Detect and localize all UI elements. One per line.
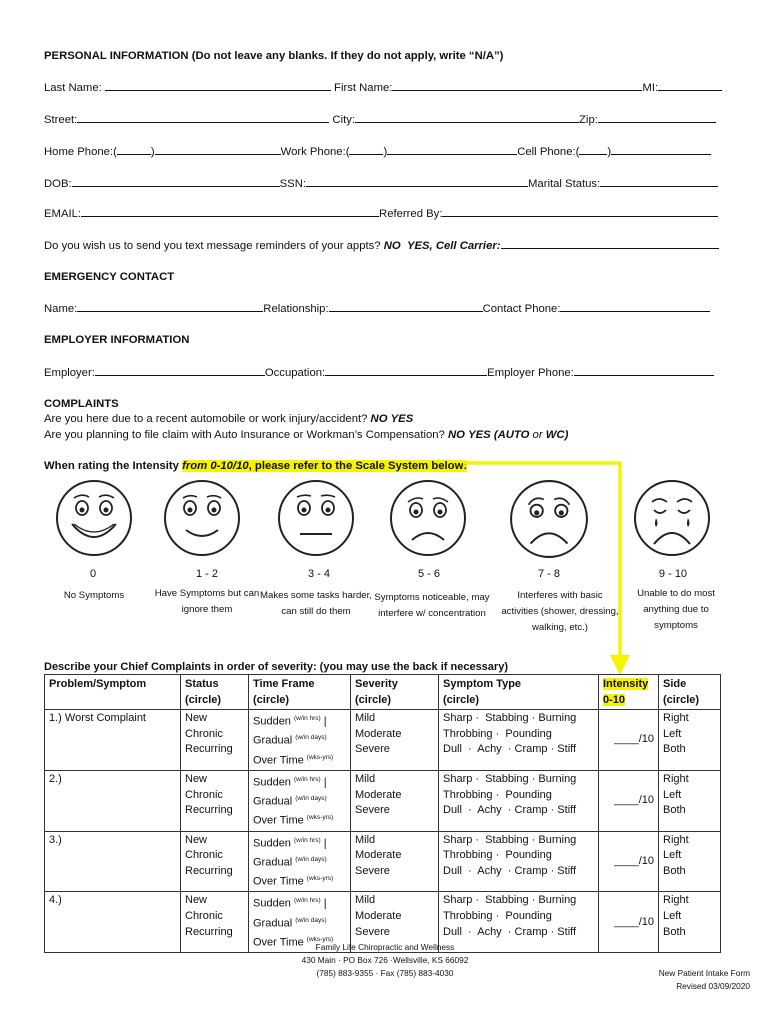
status-option[interactable]: New [185, 772, 208, 785]
symptom-options[interactable]: Throbbing · Pounding [443, 910, 552, 923]
chief-complaints-table [44, 674, 721, 953]
symptom-options[interactable]: Dull · Achy · Cramp · Stiff [443, 925, 577, 938]
mi-label: MI: [642, 82, 659, 94]
face-7-8-icon [508, 478, 590, 560]
status-cell [181, 770, 249, 831]
text-reminder-row [44, 238, 719, 253]
claim-question: Are you planning to file claim with Auto Insurance or Workman’s Compensation? [44, 429, 445, 441]
side-option[interactable]: Both [663, 804, 686, 817]
header-problem: Problem/Symptom [45, 675, 181, 710]
first-name-label: First Name: [334, 82, 393, 94]
face-3-4-icon [276, 478, 356, 558]
side-option[interactable]: Left [663, 788, 682, 801]
work-phone-field[interactable] [387, 144, 517, 155]
dob-row [44, 176, 718, 191]
time-option[interactable]: Sudden $^{(w/in hrs)}$ | [253, 775, 327, 789]
status-option[interactable]: Chronic [185, 910, 223, 923]
scale-num-5-6: 5 - 6 [417, 568, 440, 580]
street-field[interactable] [77, 112, 329, 123]
intensity-blank[interactable]: ____/10 [614, 854, 654, 867]
cell-paren: ) [607, 146, 612, 158]
side-option[interactable]: Left [663, 910, 682, 923]
status-option[interactable]: Recurring [185, 925, 233, 938]
side-option[interactable]: Both [663, 864, 686, 877]
injury-question: Are you here due to a recent automobile or work injury/accident? [44, 413, 368, 425]
time-option[interactable]: Gradual $^{(w/in days)}$ [253, 855, 327, 869]
scale-desc-1-2: Have Symptoms but can ignore them [154, 588, 260, 615]
scale-desc-7-8: Interferes with basic activities (shower, dressing, walking, etc.) [501, 590, 619, 633]
phone-row [44, 144, 711, 159]
first-name-field[interactable] [392, 80, 642, 91]
intensity-blank[interactable]: ____/10 [614, 733, 654, 746]
form-info [620, 967, 750, 993]
claim-or: or [532, 429, 543, 441]
intensity-cell[interactable] [599, 770, 659, 831]
problem-cell[interactable]: 2.) [45, 770, 181, 831]
time-option[interactable]: Gradual $^{(w/in days)}$ [253, 795, 327, 808]
severity-cell [351, 831, 439, 892]
symptom-options[interactable]: Dull · Achy · Cramp · Stiff [443, 743, 577, 756]
status-cell [181, 892, 249, 953]
home-phone-field[interactable] [155, 144, 281, 155]
intensity-cell[interactable] [599, 831, 659, 892]
injury-yes-option[interactable]: YES [390, 413, 414, 425]
time-cell [249, 831, 351, 892]
symptom-options[interactable]: Sharp · Stabbing · Burning [443, 772, 577, 785]
status-option[interactable]: Recurring [185, 804, 233, 817]
header-intensity: Intensity 0-10 [599, 675, 659, 710]
severity-option[interactable]: Severe [355, 804, 390, 817]
email-field[interactable] [81, 206, 379, 217]
mi-field[interactable] [658, 80, 722, 91]
city-label: City: [332, 114, 356, 126]
claim-question-row [44, 428, 568, 442]
symptom-options[interactable]: Throbbing · Pounding [443, 788, 552, 801]
ssn-label: SSN: [279, 178, 306, 190]
employer-heading: EMPLOYER INFORMATION [44, 334, 190, 346]
employer-phone-label: Employer Phone: [487, 367, 574, 379]
symptom-options[interactable]: Sharp · Stabbing · Burning [443, 712, 577, 725]
intensity-range: from 0-10/10 [182, 460, 249, 472]
last-name-label: Last Name: [44, 82, 102, 94]
scale-num-7-8: 7 - 8 [537, 568, 560, 580]
claim-paren-close: ) [564, 429, 569, 441]
scale-num-1-2: 1 - 2 [195, 568, 218, 580]
time-option[interactable]: Sudden $^{(w/in hrs)}$ | [253, 897, 327, 911]
intensity-tail: , please refer to the Scale System below: [248, 460, 468, 472]
claim-yes-option[interactable]: YES [468, 429, 491, 441]
cell-phone-label: Cell Phone:( [517, 146, 580, 158]
injury-no-option[interactable]: NO [370, 413, 388, 425]
status-option[interactable]: Recurring [185, 864, 233, 877]
street-label: Street: [44, 114, 78, 126]
problem-cell[interactable]: 4.) [45, 892, 181, 953]
header-symptom: Symptom Type (circle) [439, 675, 599, 710]
scale-num-9-10: 9 - 10 [658, 568, 688, 580]
status-option[interactable]: New [185, 894, 208, 907]
severity-cell [351, 710, 439, 771]
clinic-phone: (785) 883-9355 · Fax (785) 883-4030 [316, 968, 454, 978]
clinic-footer [260, 941, 510, 980]
form-name: New Patient Intake Form [658, 968, 750, 978]
injury-question-row [44, 412, 413, 426]
clinic-address: 430 Main · PO Box 726 ·Wellsville, KS 66092 [301, 955, 469, 965]
status-option[interactable]: Recurring [185, 743, 233, 756]
time-option[interactable]: Over Time $^{(wks-yrs)}$ [253, 814, 334, 828]
status-cell [181, 831, 249, 892]
cell-area-field[interactable] [579, 144, 607, 155]
last-name-row [44, 80, 722, 95]
side-option[interactable]: Both [663, 925, 686, 938]
status-option[interactable]: Chronic [185, 849, 223, 862]
symptom-options[interactable]: Dull · Achy · Cramp · Stiff [443, 804, 577, 817]
status-option[interactable]: New [185, 712, 208, 725]
marital-label: Marital Status: [528, 178, 601, 190]
side-option[interactable]: Right [663, 772, 689, 785]
side-option[interactable]: Right [663, 712, 689, 725]
claim-paren-open: ( [493, 429, 498, 441]
text-question: Do you wish us to send you text message reminders of your appts? [44, 240, 381, 252]
severity-option[interactable]: Severe [355, 864, 390, 877]
table-row [45, 770, 721, 831]
relationship-label: Relationship: [263, 303, 329, 315]
emergency-name-label: Name: [44, 303, 78, 315]
scale-desc-0: No Symptoms [63, 590, 125, 601]
scale-num-3-4: 3 - 4 [307, 568, 330, 580]
text-yes-option[interactable]: YES, Cell Carrier: [406, 240, 501, 252]
status-option[interactable]: Chronic [185, 788, 223, 801]
intensity-lead: When rating the Intensity [44, 460, 183, 472]
time-option[interactable]: Over Time $^{(wks-yrs)}$ [253, 875, 334, 888]
work-area-field[interactable] [349, 144, 383, 155]
employer-label: Employer: [44, 367, 95, 379]
employer-phone-field[interactable] [574, 365, 714, 376]
header-time: Time Frame (circle) [249, 675, 351, 710]
severity-option[interactable]: Moderate [355, 849, 402, 862]
last-name-field[interactable] [105, 80, 331, 91]
zip-field[interactable] [598, 112, 716, 123]
status-cell [181, 710, 249, 771]
time-cell [249, 770, 351, 831]
face-1-2-icon [162, 478, 242, 558]
emergency-heading: EMERGENCY CONTACT [44, 271, 175, 283]
side-cell [659, 831, 721, 892]
symptom-cell [439, 770, 599, 831]
severity-option[interactable]: Mild [355, 772, 376, 785]
email-row [44, 206, 718, 221]
side-cell [659, 770, 721, 831]
time-option[interactable]: Over Time $^{(wks-yrs)}$ [253, 935, 334, 949]
scale-num-0: 0 [89, 568, 97, 580]
employer-row [44, 365, 714, 380]
table-row [45, 831, 721, 892]
intensity-blank[interactable]: ____/10 [614, 794, 654, 807]
symptom-options[interactable]: Throbbing · Pounding [443, 727, 552, 740]
time-option[interactable]: Sudden $^{(w/in hrs)}$ | [253, 836, 327, 850]
time-option[interactable]: Over Time $^{(wks-yrs)}$ [253, 753, 334, 767]
severity-option[interactable]: Mild [355, 833, 376, 846]
cell-carrier-field[interactable] [501, 238, 719, 249]
intensity-blank[interactable]: ____/10 [614, 915, 654, 928]
work-paren: ) [383, 146, 388, 158]
text-no-option[interactable]: NO [383, 240, 401, 252]
symptom-cell [439, 831, 599, 892]
contact-phone-label: Contact Phone: [482, 303, 561, 315]
symptom-options[interactable]: Dull · Achy · Cramp · Stiff [443, 864, 577, 877]
header-status: Status (circle) [181, 675, 249, 710]
time-cell [249, 710, 351, 771]
intensity-cell[interactable] [599, 892, 659, 953]
dob-field[interactable] [72, 176, 280, 187]
relationship-field[interactable] [329, 301, 483, 312]
clinic-name: Family Life Chiropractic and Wellness [315, 942, 455, 952]
claim-auto-option[interactable]: AUTO [497, 429, 530, 441]
email-label: EMAIL: [44, 208, 82, 220]
complaints-heading: COMPLAINTS [44, 398, 119, 410]
employer-field[interactable] [95, 365, 265, 376]
claim-wc-option[interactable]: WC [545, 429, 565, 441]
face-0-icon [54, 478, 134, 558]
severity-option[interactable]: Moderate [355, 727, 402, 740]
intensity-instruction [44, 459, 467, 473]
status-option[interactable]: Chronic [185, 727, 223, 740]
cell-phone-field[interactable] [611, 144, 711, 155]
table-row [45, 710, 721, 771]
severity-cell [351, 770, 439, 831]
header-side: Side (circle) [659, 675, 721, 710]
home-phone-label: Home Phone:( [44, 146, 117, 158]
side-option[interactable]: Left [663, 727, 682, 740]
scale-desc-9-10: Unable to do most anything due to symptoms [637, 588, 715, 631]
face-9-10-icon [632, 478, 712, 558]
ssn-field[interactable] [306, 176, 528, 187]
time-option[interactable]: Sudden $^{(w/in hrs)}$ | [253, 715, 327, 728]
work-phone-label: Work Phone:( [280, 146, 350, 158]
problem-cell[interactable]: 3.) [45, 831, 181, 892]
emergency-name-field[interactable] [77, 301, 263, 312]
time-option[interactable]: Gradual $^{(w/in days)}$ [253, 734, 327, 748]
side-option[interactable]: Right [663, 894, 689, 907]
severity-option[interactable]: Mild [355, 712, 376, 725]
contact-phone-field[interactable] [560, 301, 710, 312]
symptom-options[interactable]: Throbbing · Pounding [443, 849, 552, 862]
symptom-options[interactable]: Sharp · Stabbing · Burning [443, 833, 577, 846]
time-option[interactable]: Gradual $^{(w/in days)}$ [253, 916, 327, 930]
face-5-6-icon [388, 478, 468, 558]
chief-heading: Describe your Chief Complaints in order of severity: (you may use the back if necessary) [44, 661, 508, 673]
problem-cell[interactable]: 1.) Worst Complaint [45, 710, 181, 771]
occupation-label: Occupation: [264, 367, 326, 379]
severity-option[interactable]: Severe [355, 743, 390, 756]
side-option[interactable]: Both [663, 743, 686, 756]
side-option[interactable]: Left [663, 849, 682, 862]
address-row [44, 112, 716, 127]
severity-option[interactable]: Severe [355, 925, 390, 938]
side-cell [659, 710, 721, 771]
home-paren: ) [150, 146, 155, 158]
table-header-row [45, 675, 721, 710]
side-cell [659, 892, 721, 953]
dob-label: DOB: [44, 178, 72, 190]
header-severity: Severity (circle) [351, 675, 439, 710]
severity-option[interactable]: Moderate [355, 788, 402, 801]
zip-label: Zip: [579, 114, 598, 126]
personal-heading: PERSONAL INFORMATION (Do not leave any blanks. If they do not apply, write “N/A”) [44, 50, 504, 62]
form-revised: Revised 03/09/2020 [676, 981, 750, 991]
severity-option[interactable]: Mild [355, 894, 376, 907]
symptom-options[interactable]: Sharp · Stabbing · Burning [443, 894, 577, 907]
severity-option[interactable]: Moderate [355, 910, 402, 923]
home-area-field[interactable] [117, 144, 151, 155]
symptom-cell [439, 710, 599, 771]
referred-field[interactable] [442, 206, 718, 217]
referred-label: Referred By: [379, 208, 443, 220]
occupation-field[interactable] [325, 365, 487, 376]
emergency-row [44, 301, 710, 316]
intensity-cell[interactable] [599, 710, 659, 771]
scale-desc-3-4: Makes some tasks harder, can still do them [260, 590, 372, 617]
status-option[interactable]: New [185, 833, 208, 846]
marital-field[interactable] [600, 176, 718, 187]
side-option[interactable]: Right [663, 833, 689, 846]
scale-desc-5-6: Symptoms noticeable, may interfere w/ concentration [374, 592, 490, 619]
claim-no-option[interactable]: NO [447, 429, 465, 441]
city-field[interactable] [355, 112, 579, 123]
